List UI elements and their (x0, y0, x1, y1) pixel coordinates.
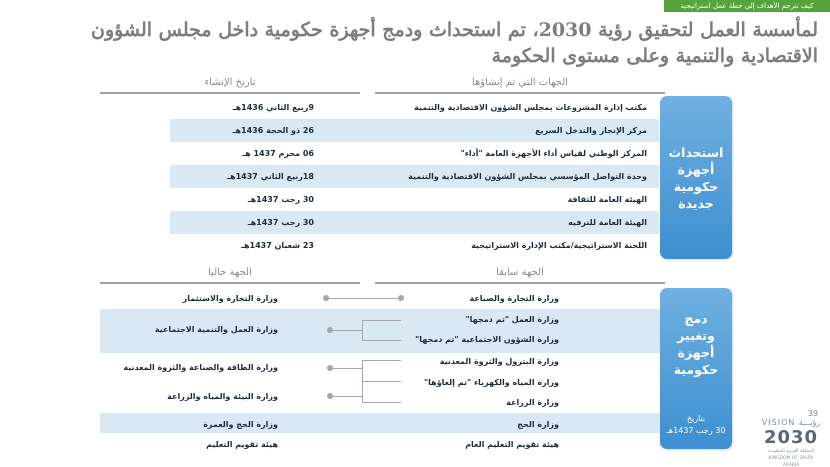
previous-entity: وزارة التجارة والصناعة (469, 294, 559, 303)
date-cell: 26 ذو الحجة 1436هـ (232, 126, 314, 135)
previous-entity: وزارة البترول والثروة المعدنية (439, 357, 559, 366)
connector-line (330, 330, 362, 331)
date-cell: 06 محرم 1437 هـ (242, 149, 314, 158)
date-cell: 30 رجب 1437هـ (247, 195, 314, 204)
connector-line (330, 368, 362, 369)
connector-dot (323, 295, 329, 301)
bracket-line (362, 402, 401, 403)
top-banner: كيف نترجم الأهداف إلى خطة عمل استراتيجية (664, 0, 830, 12)
merge-badge (660, 288, 732, 449)
table-row (170, 211, 659, 234)
current-entity: وزارة التجارة والاستثمار (182, 294, 278, 303)
header-date-line (100, 92, 360, 94)
previous-entity: هيئة تقويم التعليم العام (465, 440, 559, 449)
previous-entity: وزارة الشؤون الاجتماعية "تم دمجها" (415, 335, 559, 344)
entity-cell: المركز الوطني لقياس أداء الأجهزة العامة "أداء" (460, 149, 647, 158)
date-cell: 30 رجب 1437هـ (247, 218, 314, 227)
header-date: تاريخ الإنشاء (204, 77, 256, 88)
current-entity: وزارة الحج والعمرة (203, 420, 278, 429)
page-number: 39 (807, 409, 818, 418)
header-current: الجهة حاليا (208, 267, 252, 278)
previous-entity: وزارة العمل "تم دمجها" (465, 315, 559, 324)
entity-cell: الهيئة العامة للثقافة (567, 195, 647, 204)
connector-line (326, 298, 401, 299)
page-title: لمأسسة العمل لتحقيق رؤية 2030، تم استحداث ودمج أجهزة حكومية داخل مجلس الشؤون الاقتصادية والتنمية وعلى مستوى الحكومة (91, 19, 818, 67)
bracket-line (362, 320, 363, 340)
entity-cell: وحدة التواصل المؤسسي بمجلس الشؤون الاقتصادية والتنمية (408, 172, 647, 181)
logo-year: 2030 (763, 427, 819, 448)
current-entity: وزارة البيئة والمياه والزراعة (167, 392, 278, 401)
previous-entity: وزارة الزراعة (506, 398, 559, 407)
new-entities-badge-label: استحداث أجهزة حكومية جديدة (668, 144, 724, 211)
bracket-line (362, 340, 401, 341)
date-cell: 18ربيع الثاني 1437هـ (227, 172, 314, 181)
logo-subtitle-en: KINGDOM OF SAUDI ARABIA (768, 456, 814, 467)
header-previous: الجهة سابقا (496, 267, 544, 278)
bracket-line (362, 320, 401, 321)
connector-dot (327, 327, 333, 333)
current-entity: هيئة تقويم التعليم (206, 440, 278, 449)
table-row (170, 119, 659, 142)
table-row (170, 165, 659, 188)
header-previous-line (375, 282, 665, 284)
table-row (170, 142, 659, 165)
bracket-line (362, 360, 401, 361)
entity-cell: الهيئة العامة للترفيه (568, 218, 647, 227)
date-cell: 9ربيع الثاني 1436هـ (232, 103, 314, 112)
merge-badge-note: بتاريخ (686, 414, 706, 423)
bracket-line (362, 381, 401, 382)
vision-2030-logo (760, 418, 822, 467)
header-entities-line (375, 92, 665, 94)
date-cell: 23 شعبان 1437هـ (241, 241, 314, 250)
table-row (170, 188, 659, 211)
logo-vision-word: VISION (761, 418, 796, 427)
previous-entity: وزارة الحج (517, 420, 559, 429)
current-entity: وزارة الطاقة والصناعة والثروة المعدنية (123, 363, 278, 372)
current-entity: وزارة العمل والتنمية الاجتماعية (154, 325, 278, 334)
entity-cell: مكتب إدارة المشروعات بمجلس الشؤون الاقتصادية والتنمية (414, 103, 647, 112)
new-entities-badge (660, 96, 732, 259)
connector-dot (398, 295, 404, 301)
connector-dot (327, 393, 333, 399)
entity-cell: مركز الإنجاز والتدخل السريع (535, 126, 647, 135)
logo-subtitle: المملكة العربية السعودية (767, 449, 815, 454)
merge-band-hajj (100, 413, 660, 433)
connector-dot (327, 365, 333, 371)
previous-entity: وزارة المياه والكهرباء "تم إلغاؤها" (423, 378, 559, 387)
logo-arabic-word: رؤيـــة (798, 418, 821, 427)
table-row (170, 234, 659, 257)
connector-line (330, 396, 362, 397)
table-row (170, 96, 659, 119)
merge-badge-date: 30 رجب 1437هـ (666, 426, 726, 435)
entity-cell: اللجنة الاستراتيجية/مكتب الإدارة الاستراتيجية (471, 241, 647, 250)
header-entities: الجهات التي تم إنشاؤها (471, 77, 569, 88)
merge-badge-label: دمج وتغيير أجهزة حكومية (673, 311, 719, 377)
header-current-line (100, 282, 360, 284)
